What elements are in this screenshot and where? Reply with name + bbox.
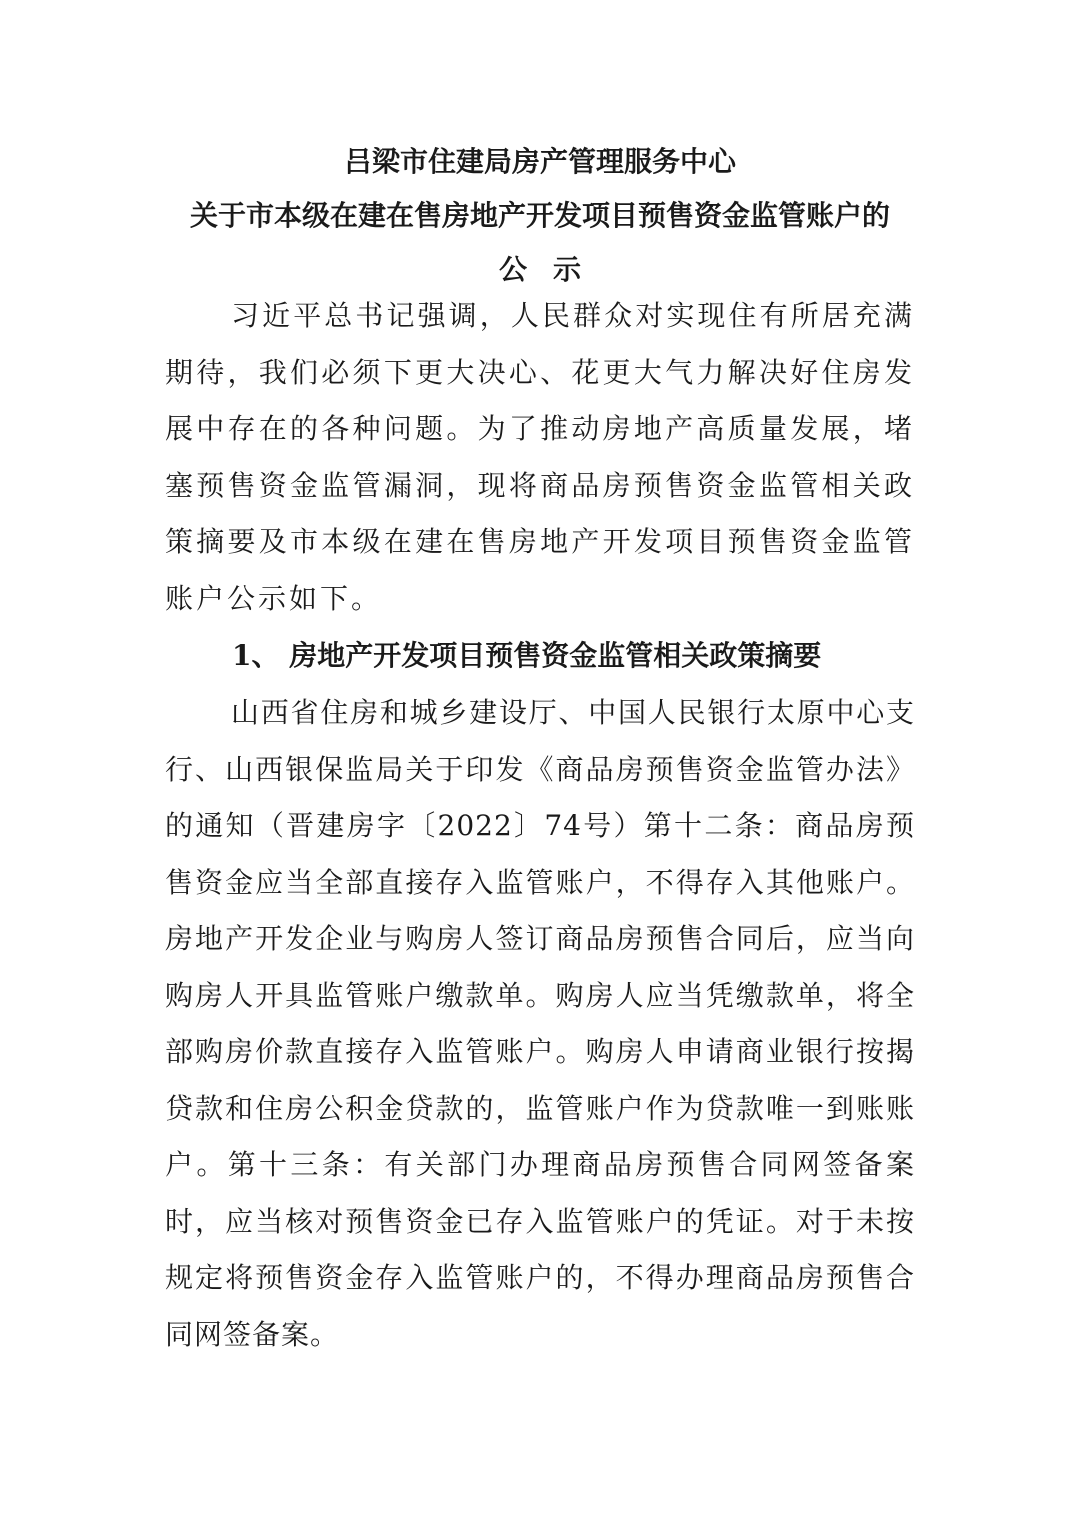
section-1-heading: 1、 房地产开发项目预售资金监管相关政策摘要 xyxy=(232,639,822,672)
document-title-line-1: 吕梁市住建局房产管理服务中心 xyxy=(343,145,736,178)
document-title-line-2: 关于市本级在建在售房地产开发项目预售资金监管账户的 xyxy=(189,199,890,232)
policy-paragraph: 山西省住房和城乡建设厅、中国人民银行太原中心支行、山西银保监局关于印发《商品房预售资金监管办法》的通知（晋建房字〔2022〕74号）第十二条：商品房预售资金应当全部直接存入监管账户，不得存入其他账户。房地产开发企业与购房人签订商品房预售合同后，应当向购房人开具监管账户缴款单。购房人应当凭缴款单，将全部购房价款直接存入监管账户。购房人申请商业银行按揭贷款和住房公积金贷款的，监管账户作为贷款唯一到账账户。第十三条：有关部门办理商品房预售合同网签备案时，应当核对预售资金已存入监管账户的凭证。对于未按规定将预售资金存入监管账户的，不得办理商品房预售合同网签备案。 xyxy=(165,696,915,1351)
document-title-line-3: 公示 xyxy=(498,253,607,286)
intro-paragraph: 习近平总书记强调，人民群众对实现住有所居充满期待，我们必须下更大决心、花更大气力解决好住房发展中存在的各种问题。为了推动房地产高质量发展，堵塞预售资金监管漏洞，现将商品房预售资金监管相关政策摘要及市本级在建在售房地产开发项目预售资金监管账户公示如下。 xyxy=(165,299,915,615)
